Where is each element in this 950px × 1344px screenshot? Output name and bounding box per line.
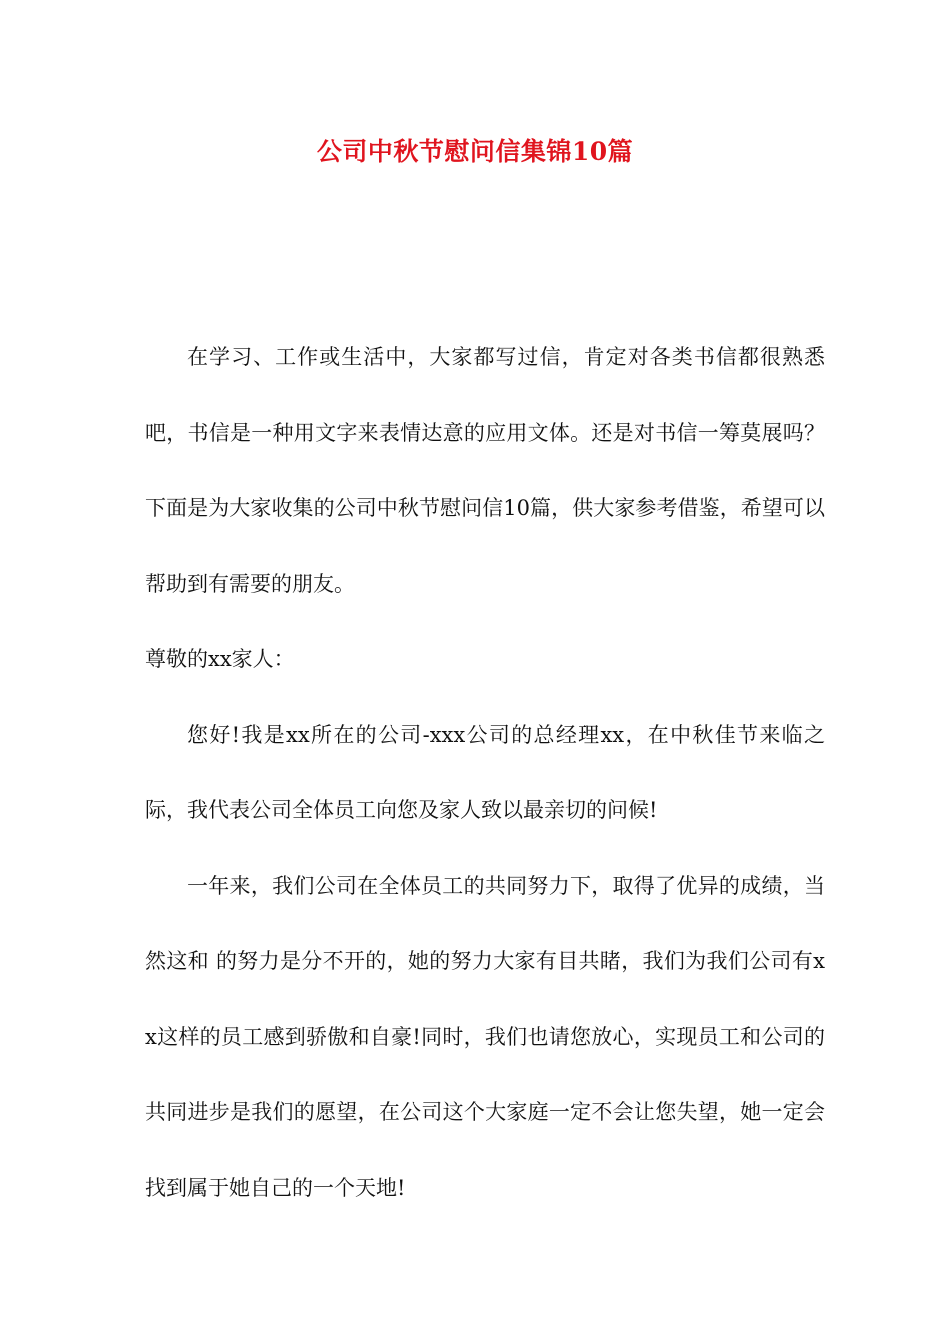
document-body xyxy=(145,320,825,1226)
intro-paragraph: 在学习、工作或生活中，大家都写过信，肯定对各类书信都很熟悉吧，书信是一种用文字来表情达意的应用文体。还是对书信一筹莫展吗？下面是为大家收集的公司中秋节慰问信10篇，供大家参考借鉴，希望可以帮助到有需要的朋友。 xyxy=(145,345,825,596)
document-title: 公司中秋节慰问信集锦10篇 xyxy=(316,137,634,166)
greeting-paragraph: 您好!我是xx所在的公司-xxx公司的总经理xx，在中秋佳节来临之际，我代表公司全体员工向您及家人致以最亲切的问候! xyxy=(145,722,825,822)
salutation: 尊敬的xx家人： xyxy=(145,647,295,671)
body-paragraph: 一年来，我们公司在全体员工的共同努力下，取得了优异的成绩，当然这和 的努力是分不开的，她的努力大家有目共睹，我们为我们公司有xx这样的员工感到骄傲和自豪!同时，我们也请您放心，实现员工和公司的共同进步是我们的愿望，在公司这个大家庭一定不会让您失望，她一定会找到属于她自己的一个天地! xyxy=(145,873,825,1200)
